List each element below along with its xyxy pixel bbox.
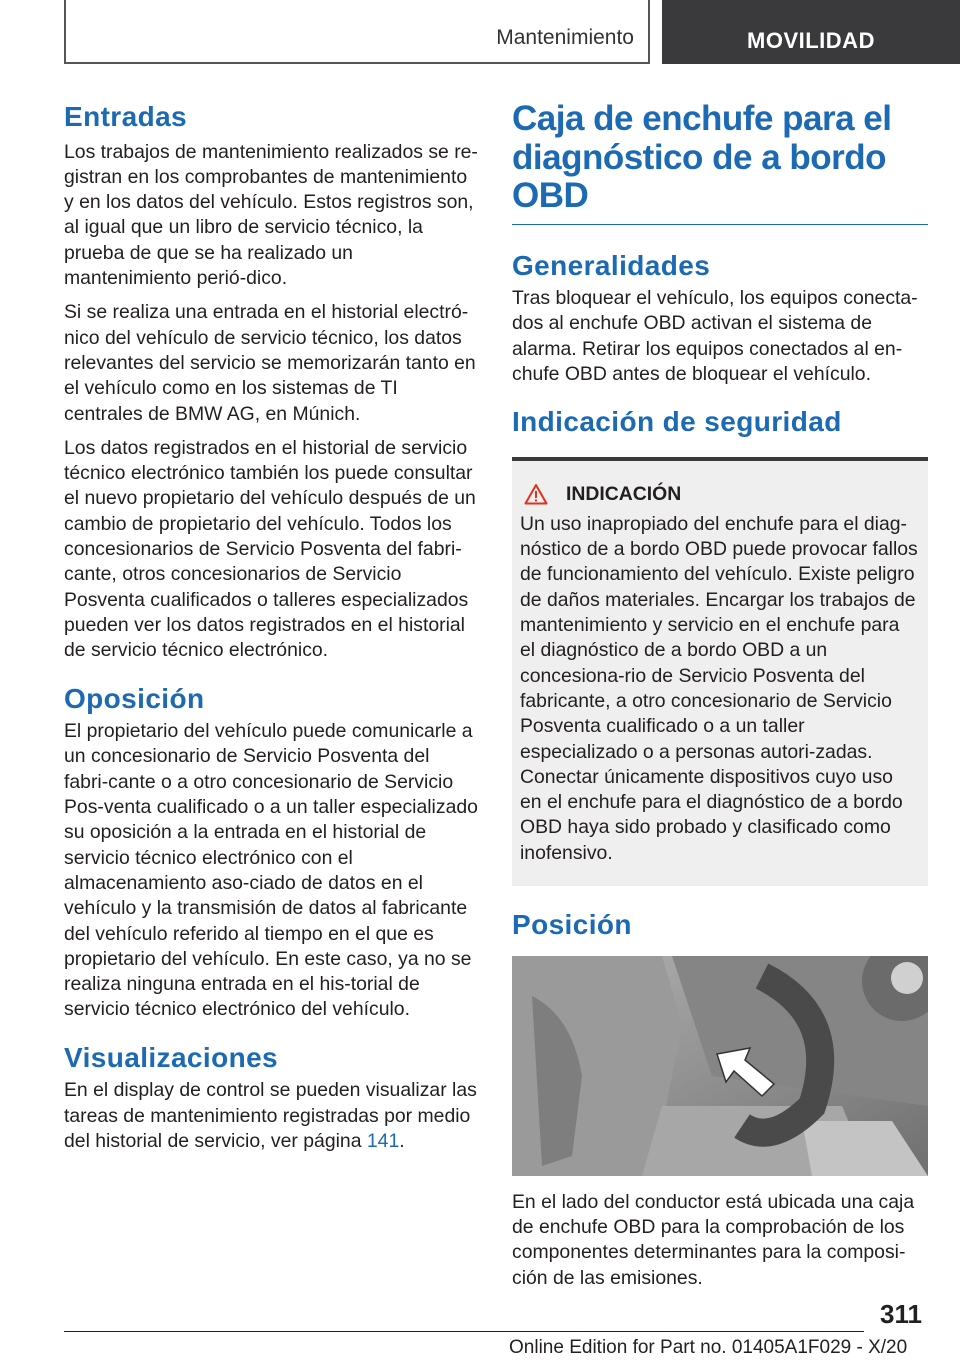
heading-generalidades: Generalidades <box>512 249 711 281</box>
obd-location-photo <box>512 956 928 1176</box>
footer-divider <box>64 1331 864 1332</box>
right-column <box>512 100 928 1291</box>
heading-seguridad: Indicación de seguridad <box>512 406 842 438</box>
visualizaciones-text-end: . <box>399 1129 405 1152</box>
header-chapter-label: MOVILIDAD <box>747 28 875 53</box>
header-section-title: Mantenimiento <box>496 26 634 49</box>
page-reference-link[interactable]: 141 <box>366 1129 400 1152</box>
posicion-paragraph: En el lado del conductor está ubicada una caja de enchufe OBD para la comprobación de los componentes determinantes para la composi-ción de las emisiones. <box>512 1190 915 1289</box>
header-chapter-tab <box>662 0 960 64</box>
safety-notice-box <box>512 457 928 886</box>
entradas-paragraph-1: Los trabajos de mantenimiento realizados se re-gistran en los comprobantes de mantenimiento y en los datos del vehículo. Estos registros son, al igual que un libro de servicio técnico, la prueba de que se ha realizado un mantenimiento perió-dico. <box>64 140 478 290</box>
notice-text: Un uso inapropiado del enchufe para el diag-nóstico de a bordo OBD puede provocar fallos de funcionamiento del vehículo. Existe peligro de daños materiales. Encargar los trabajos de mantenimiento y servicio en el enchufe para el diagnóstico de a bordo OBD a un concesiona-rio de Servicio Posventa del fabricante, a otro concesionario de Servicio Posventa cualificado o a un taller especializado o a personas autori-zadas. Conectar únicamente dispositivos cuyo uso en el enchufe para el diagnóstico de a bordo OBD haya sido probado y clasificado como inofensivo. <box>520 512 918 864</box>
notice-title-row <box>520 483 918 506</box>
visualizaciones-paragraph <box>64 1078 478 1154</box>
page-header <box>0 0 960 66</box>
notice-title: INDICACIÓN <box>566 482 682 505</box>
warning-triangle-icon <box>524 483 548 505</box>
heading-posicion: Posición <box>512 909 632 941</box>
chapter-title: Caja de enchufe para el diagnóstico de a bordo OBD <box>512 99 892 215</box>
entradas-paragraph-2: Si se realiza una entrada en el historial electró-nico del vehículo de servicio técnico, los datos relevantes del servicio se memorizarán tanto en el vehículo como en los sistemas de TI centrales de BMW AG, en Múnich. <box>64 301 476 425</box>
obd-location-illustration <box>512 956 928 1176</box>
header-section-box <box>64 0 650 64</box>
heading-oposicion: Oposición <box>64 682 205 714</box>
heading-visualizaciones: Visualizaciones <box>64 1041 279 1073</box>
entradas-paragraph-3: Los datos registrados en el historial de servicio técnico electrónico también los puede consultar el nuevo propietario del vehículo después de un cambio de propietario del vehículo. Todos los concesionarios de Servicio Posventa del fabri-cante, otros concesionarios de Servicio Posventa cualificados o talleres especializados pueden ver los datos registrados en el historial de servicio técnico electrónico. <box>64 436 476 662</box>
visualizaciones-text: En el display de control se pueden visualizar las tareas de mantenimiento registradas por medio del historial de servicio, ver página <box>64 1079 477 1152</box>
footer-edition-text: Online Edition for Part no. 01405A1F029 - X/20 <box>509 1337 908 1358</box>
page-number: 311 <box>880 1299 922 1329</box>
oposicion-paragraph-1: El propietario del vehículo puede comunicarle a un concesionario de Servicio Posventa del fabri-cante o a otro concesionario de Servicio Pos-venta cualificado o a un taller especializado su oposición a la entrada en el historial de servicio técnico electrónico con el almacenamiento aso-ciado de datos en el vehículo y la transmisión de datos al fabricante del vehículo referido al tiempo en el que es propietario del vehículo. En este caso, ya no se realiza ninguna entrada en el his-torial de servicio técnico electrónico del vehículo. <box>64 720 478 1021</box>
chapter-title-block <box>512 100 928 225</box>
left-column <box>64 100 478 1154</box>
generalidades-paragraph: Tras bloquear el vehículo, los equipos conecta-dos al enchufe OBD activan el sistema de alarma. Retirar los equipos conectados al en-chufe OBD antes de bloquear el vehículo. <box>512 287 918 385</box>
heading-entradas: Entradas <box>64 101 188 132</box>
